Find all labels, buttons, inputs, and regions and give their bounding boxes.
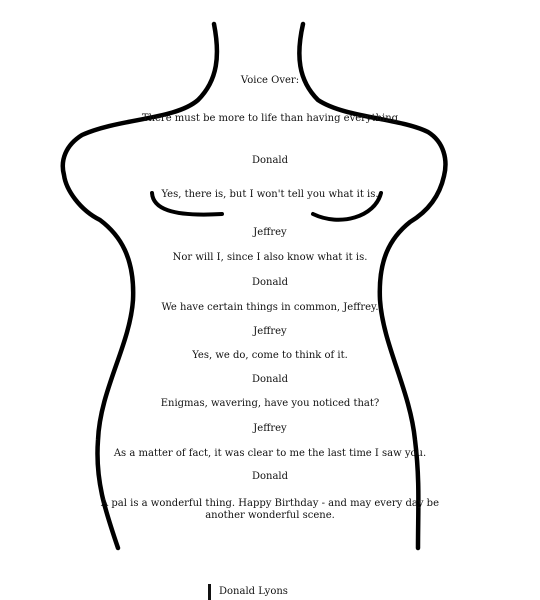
dialogue-line: There must be more to life than having everything: [141, 113, 399, 124]
dialogue-speaker: Jeffrey: [253, 326, 287, 337]
dialogue-voice-over-label: Voice Over:: [240, 75, 300, 86]
author-signature: [208, 584, 332, 600]
dialogue-speaker: Jeffrey: [253, 423, 287, 434]
dialogue-speaker: Donald: [251, 277, 289, 288]
dialogue-speaker: Donald: [251, 374, 289, 385]
dialogue-speaker: Donald: [251, 471, 289, 482]
dialogue-line: We have certain things in common, Jeffrey.: [161, 302, 379, 313]
author-bar: [208, 584, 211, 600]
dialogue-line: Yes, we do, come to think of it.: [192, 350, 348, 361]
dialogue-line: Enigmas, wavering, have you noticed that?: [160, 398, 380, 409]
author-name: Donald Lyons: [219, 586, 288, 597]
dialogue-line: As a matter of fact, it was clear to me the last time I saw you.: [113, 448, 427, 459]
dialogue-closing-line: A pal is a wonderful thing. Happy Birthday - and may every day be another wonderful scene.: [101, 498, 439, 521]
dialogue-speaker: Jeffrey: [253, 227, 287, 238]
dialogue-line: Nor will I, since I also know what it is.: [172, 252, 368, 263]
dialogue-speaker: Donald: [251, 155, 289, 166]
dialogue-line: Yes, there is, but I won't tell you what it is.: [161, 189, 379, 200]
